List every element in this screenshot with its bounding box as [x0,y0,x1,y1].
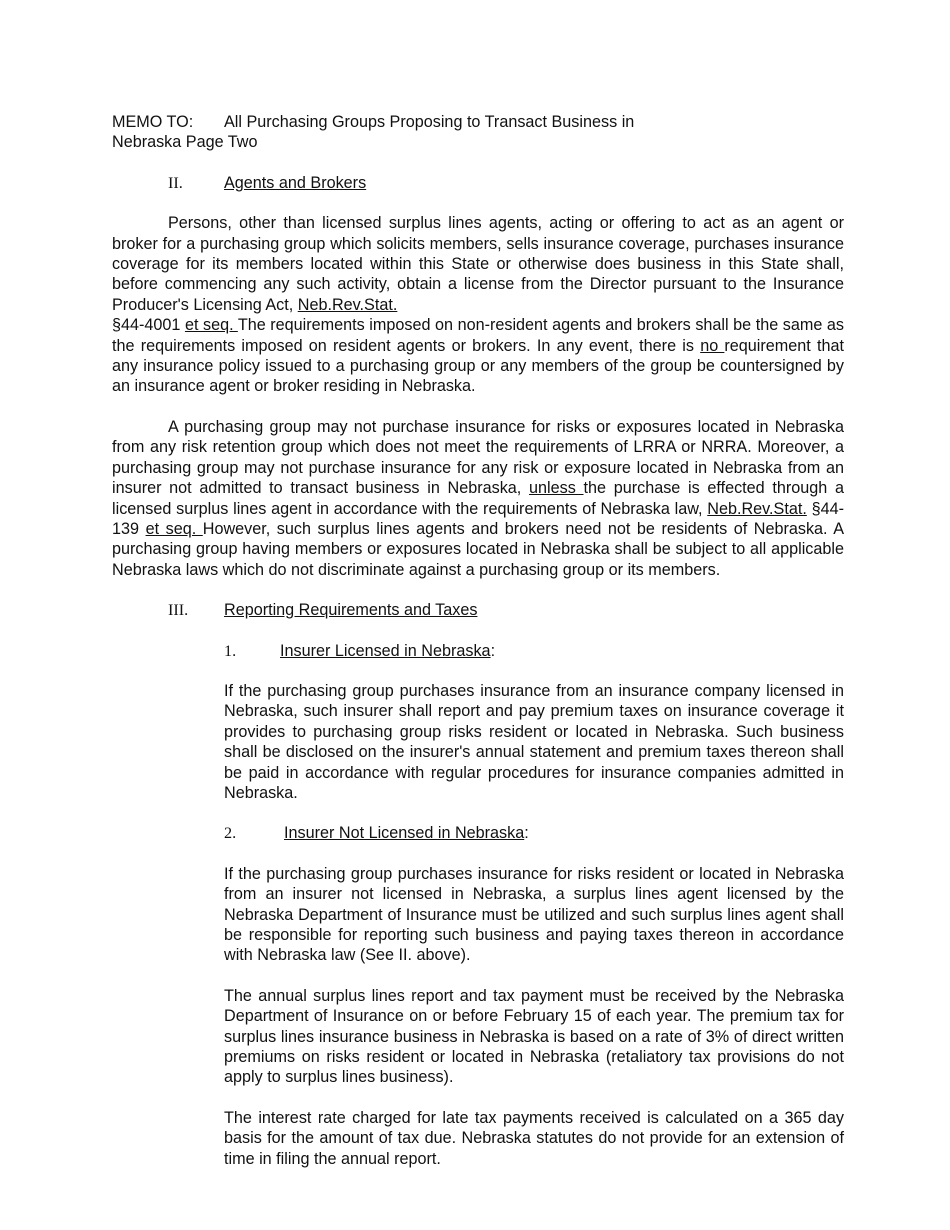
paragraph-licensed-insurer: If the purchasing group purchases insurance from an insurance company licensed in Nebraska, such insurer shall report and pay premium taxes on insurance coverage it provides to purchasing group risks resident or located in Nebraska. Such business shall be disclosed on the insurer's annual statement and premium taxes thereon shall be paid in accordance with regular procedures for insurance companies admitted in Nebraska. [224,681,844,802]
emphasis-unless: unless [529,479,584,498]
et-seq: et seq. [145,519,203,538]
block-not-licensed-2 [112,986,844,1088]
text-run: §44-139 [112,499,844,538]
section-heading-agents [112,173,844,193]
section-numeral: III. [168,601,189,620]
et-seq: et seq. [184,316,238,335]
block-insurer-licensed [112,681,844,803]
text-run: Persons, other than licensed surplus lines agents, acting or offering to act as an agent or broker for a purchasing group which solicits members, sells insurance coverage, purchases insurance coverage for its members located within this State or otherwise does business in this State shall, before commencing any such activity, obtain a license from the Director pursuant to the Insurance Producer's Licensing Act, [112,214,844,314]
text-run: The requirements imposed on non-resident agents and brokers shall be the same as the requirements imposed on resident agents or brokers. In any event, there is [112,316,844,355]
subsection-title: Insurer Licensed in Nebraska [280,641,491,660]
block-not-licensed-3 [112,1108,844,1169]
section-title: Agents and Brokers [224,173,367,192]
subsection-title: Insurer Not Licensed in Nebraska [284,824,525,843]
paragraph-late-payment-interest: The interest rate charged for late tax payments received is calculated on a 365 day basis for the amount of tax due. Nebraska statutes do not provide for an extension of time in filing the annual report. [224,1108,844,1168]
paragraph-surplus-lines-agent: If the purchasing group purchases insurance for risks resident or located in Nebraska from an insurer not licensed in Nebraska, a surplus lines agent licensed by the Nebraska Department of Insurance must be utilized and such surplus lines agent shall be responsible for reporting such business and paying taxes thereon in accordance with Nebraska law (See II. above). [224,864,844,965]
text-run: However, such surplus lines agents and brokers need not be residents of Nebraska. A purchasing group having members or exposures located in Nebraska shall be subject to all applicable Nebraska laws which do not discriminate against a purchasing group or its members. [112,519,844,579]
section-numeral: II. [168,173,183,192]
emphasis-no: no [700,336,725,355]
text-run: requirement that any insurance policy issued to a purchasing group or any members of the group be countersigned by an insurance agent or broker residing in Nebraska. [112,336,844,396]
paragraph-purchasing-restrictions [112,417,844,580]
section-title: Reporting Requirements and Taxes [224,601,478,620]
memo-to-text: All Purchasing Groups Proposing to Transact Business in [224,113,635,131]
memo-page [112,112,844,1169]
section-heading-reporting [112,600,844,620]
statute-citation: Neb.Rev.Stat. [707,499,807,518]
subheading-insurer-licensed [112,641,844,661]
block-not-licensed-1 [112,864,844,966]
memo-to-label: MEMO TO: [112,113,194,131]
subsection-number: 1. [224,641,237,660]
paragraph-annual-report-tax: The annual surplus lines report and tax payment must be received by the Nebraska Department of Insurance on or before February 15 of each year. The premium tax for surplus lines insurance business in Nebraska is based on a rate of 3% of direct written premiums on risks resident or located in Nebraska (retaliatory tax provisions do not apply to surplus lines business). [224,986,844,1087]
statute-citation: Neb.Rev.Stat. [297,295,398,314]
text-run: §44-4001 [112,316,185,335]
text-run: A purchasing group may not purchase insurance for risks or exposures located in Nebraska from any risk retention group which does not meet the requirements of LRRA or NRRA. Moreover, a purchasing group may not purchase insurance for any risk or exposure located in Nebraska from an insurer not admitted to transact business in Nebraska, [112,417,844,498]
text-run: the purchase is effected through a licensed surplus lines agent in accordance with the requirements of Nebraska law, [112,479,844,518]
subheading-insurer-not-licensed [112,823,844,843]
page-line: Nebraska Page Two [112,133,258,152]
subsection-colon: : [490,641,496,660]
paragraph-agents-licensing [112,213,844,397]
memo-to-line [112,112,844,132]
subsection-number: 2. [224,824,237,843]
subsection-colon: : [524,824,529,843]
memo-header [112,112,844,153]
